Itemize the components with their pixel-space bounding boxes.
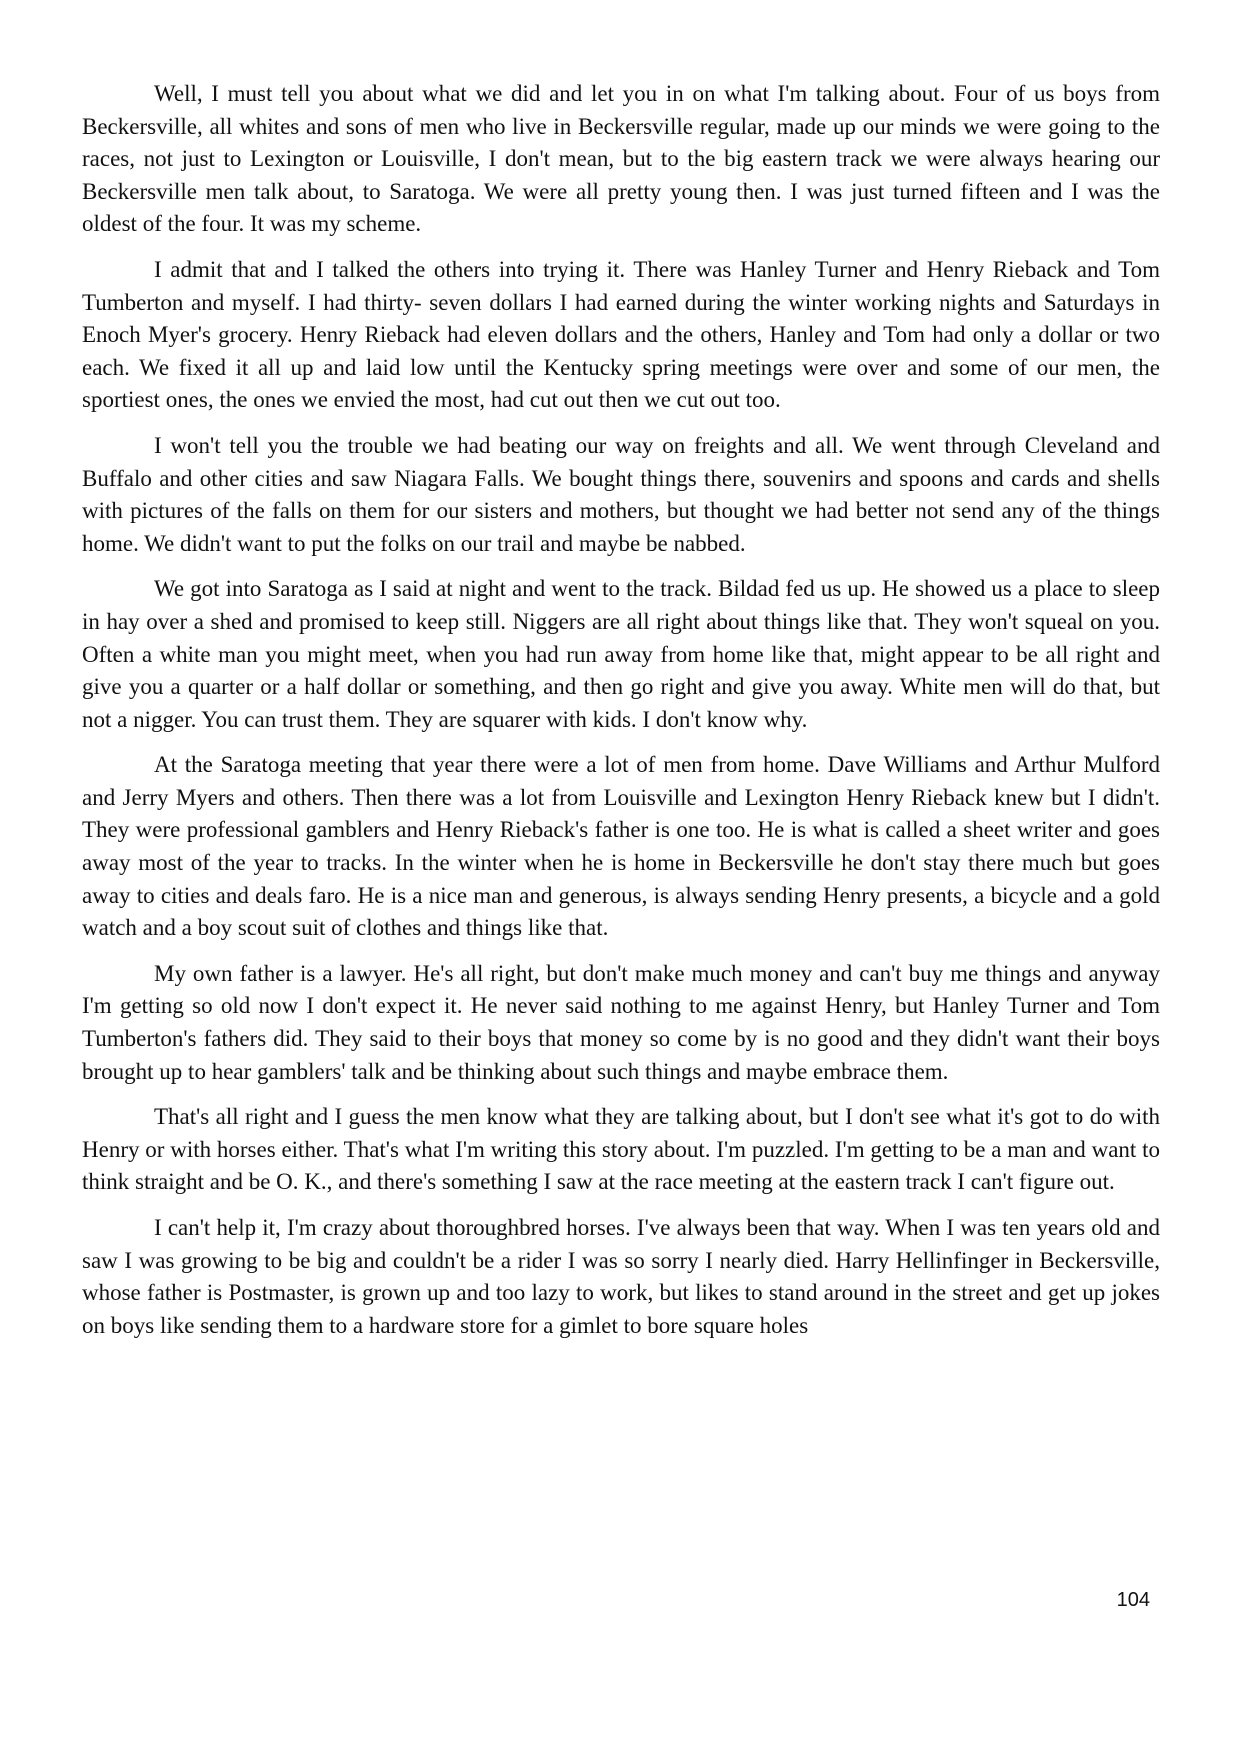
body-text: [82, 78, 1160, 1355]
paragraph-6: My own father is a lawyer. He's all right, but don't make much money and can't buy me things and anyway I'm getting so old now I don't expect it. He never said nothing to me against Henry, but Hanley Turner and Tom Tumberton's fathers did. They said to their boys that money so come by is no good and they didn't want their boys brought up to hear gamblers' talk and be thinking about such things and maybe embrace them.: [82, 960, 1160, 1084]
paragraph-7: That's all right and I guess the men know what they are talking about, but I don't see what it's got to do with Henry or with horses either. That's what I'm writing this story about. I'm puzzled. I'm getting to be a man and want to think straight and be O. K., and there's something I saw at the race meeting at the eastern track I can't figure out.: [82, 1104, 1160, 1195]
paragraph-2: I admit that and I talked the others into trying it. There was Hanley Turner and Henry Rieback and Tom Tumberton and myself. I had thirty- seven dollars I had earned during the winter working nights and Saturdays in Enoch Myer's grocery. Henry Rieback had eleven dollars and the others, Hanley and Tom had only a dollar or two each. We fixed it all up and laid low until the Kentucky spring meetings were over and some of our men, the sportiest ones, the ones we envied the most, had cut out then we cut out too.: [82, 256, 1160, 413]
paragraph-3: I won't tell you the trouble we had beating our way on freights and all. We went through Cleveland and Buffalo and other cities and saw Niagara Falls. We bought things there, souvenirs and spoons and cards and shells with pictures of the falls on them for our sisters and mothers, but thought we had better not send any of the things home. We didn't want to put the folks on our trail and maybe be nabbed.: [82, 432, 1160, 556]
paragraph-4: We got into Saratoga as I said at night and went to the track. Bildad fed us up. He showed us a place to sleep in hay over a shed and promised to keep still. Niggers are all right about things like that. They won't squeal on you. Often a white man you might meet, when you had run away from home like that, might appear to be all right and give you a quarter or a half dollar or something, and then go right and give you away. White men will do that, but not a nigger. You can trust them. They are squarer with kids. I don't know why.: [82, 576, 1160, 732]
page-number: 104: [1116, 1589, 1150, 1611]
paragraph-8: I can't help it, I'm crazy about thoroughbred horses. I've always been that way. When I was ten years old and saw I was growing to be big and couldn't be a rider I was so sorry I nearly died. Harry Hellinfinger in Beckersville, whose father is Postmaster, is grown up and too lazy to work, but likes to stand around in the street and get up jokes on boys like sending them to a hardware store for a gimlet to bore square holes: [82, 1215, 1160, 1338]
paragraph-5: At the Saratoga meeting that year there were a lot of men from home. Dave Williams and Arthur Mulford and Jerry Myers and others. Then there was a lot from Louisville and Lexington Henry Rieback knew but I didn't. They were professional gamblers and Henry Rieback's father is one too. He is what is called a sheet writer and goes away most of the year to tracks. In the winter when he is home in Beckersville he don't stay there much but goes away to cities and deals faro. He is a nice man and generous, is always sending Henry presents, a bicycle and a gold watch and a boy scout suit of clothes and things like that.: [82, 752, 1160, 941]
paragraph-1: Well, I must tell you about what we did and let you in on what I'm talking about. Four of us boys from Beckersville, all whites and sons of men who live in Beckersville regular, made up our minds we were going to the races, not just to Lexington or Louisville, I don't mean, but to the big eastern track we were always hearing our Beckersville men talk about, to Saratoga. We were all pretty young then. I was just turned fifteen and I was the oldest of the four. It was my scheme.: [82, 81, 1160, 237]
